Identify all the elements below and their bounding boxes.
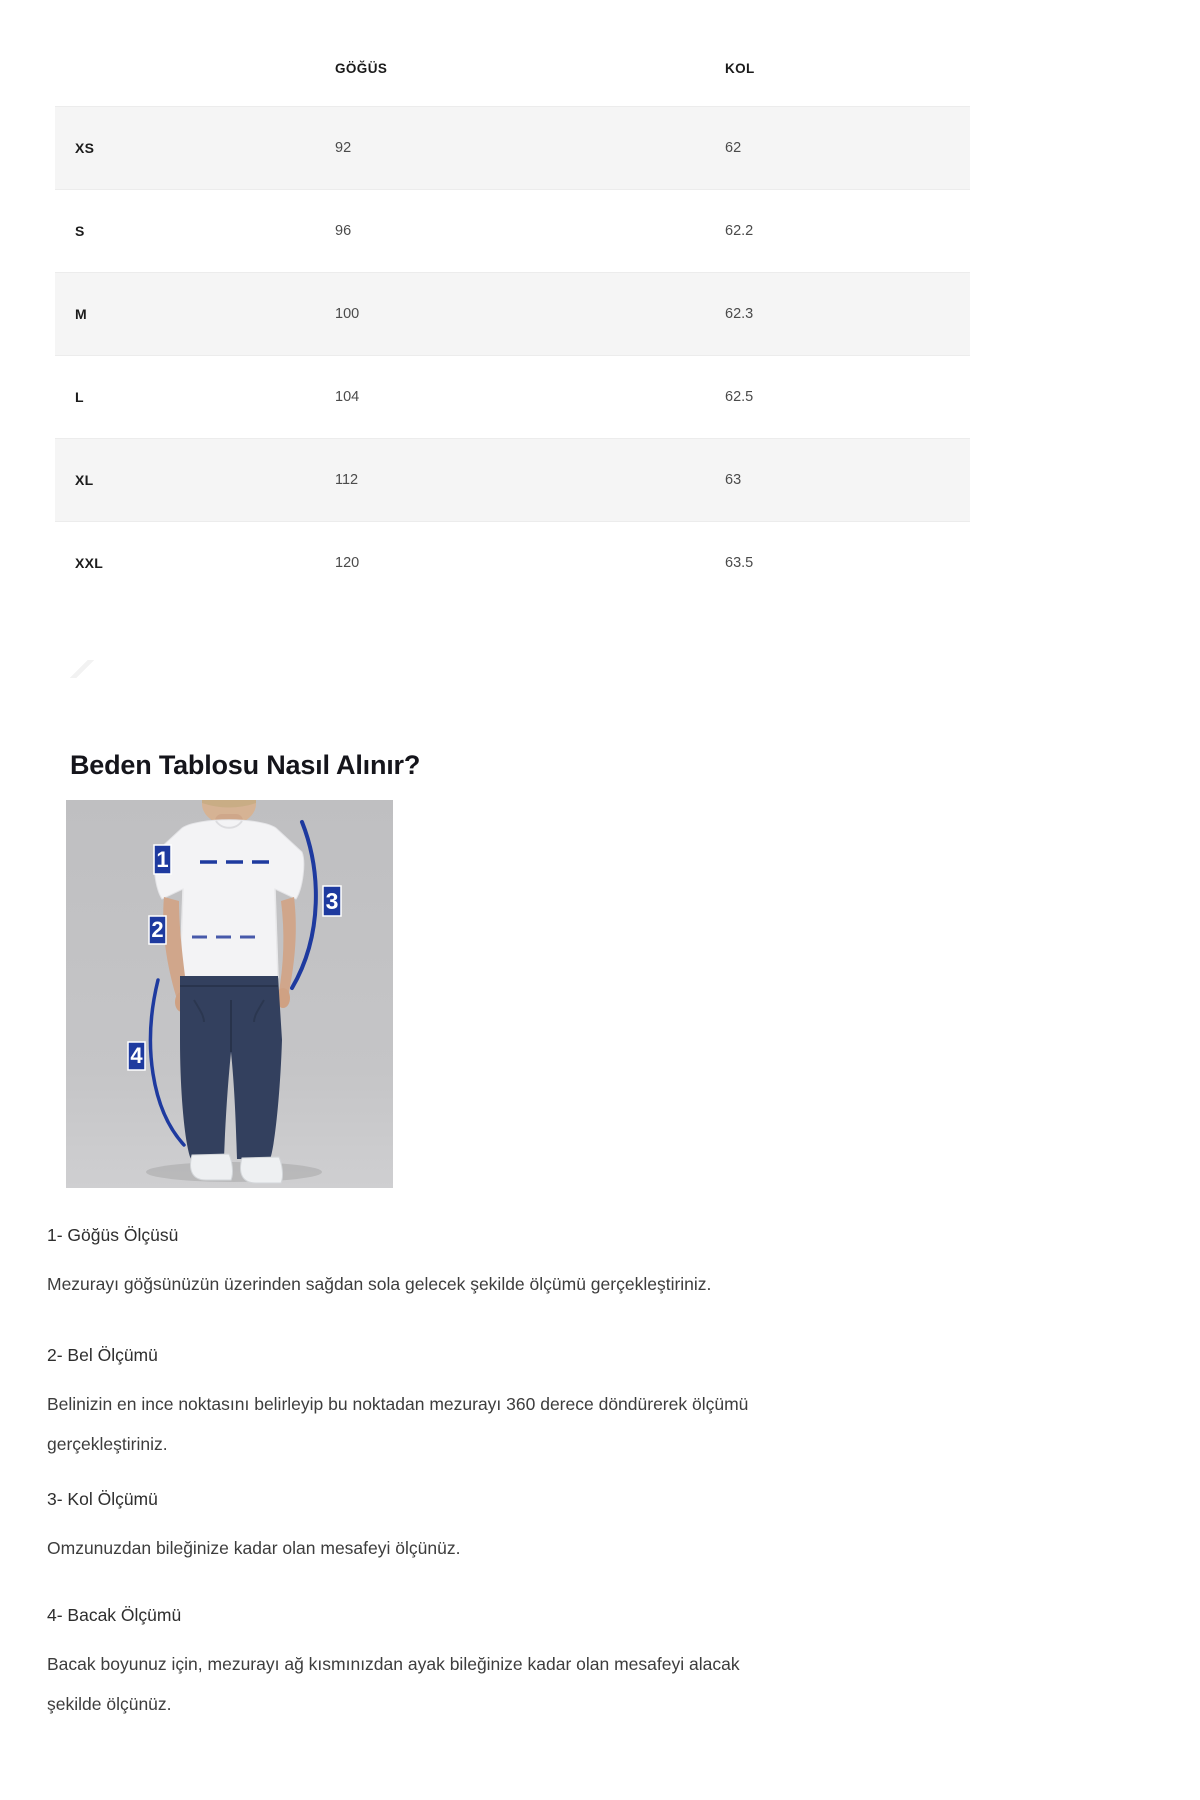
section-heading: 3- Kol Ölçümü xyxy=(47,1489,158,1509)
arm-value: 63 xyxy=(725,472,742,488)
section-text-line: Mezurayı göğsünüzün üzerinden sağdan sola gelecek şekilde ölçümü gerçekleştiriniz. xyxy=(47,1274,712,1294)
measurement-figure-illustration xyxy=(66,800,393,1188)
section-text-line: şekilde ölçünüz. xyxy=(47,1694,172,1714)
size-guide-image xyxy=(66,800,393,1188)
section-heading: 4- Bacak Ölçümü xyxy=(47,1605,182,1625)
arm-column-header: KOL xyxy=(725,60,755,76)
table-row xyxy=(55,438,970,521)
chest-value: 112 xyxy=(335,472,359,488)
section-text-line: Omzunuzdan bileğinize kadar olan mesafeyi ölçünüz. xyxy=(47,1538,461,1558)
chest-value: 92 xyxy=(335,140,352,156)
svg-text:2: 2 xyxy=(151,917,164,942)
chest-value: 104 xyxy=(335,389,360,405)
arm-value: 62 xyxy=(725,140,742,156)
size-label: L xyxy=(75,389,84,405)
size-label: S xyxy=(75,223,85,239)
table-row xyxy=(55,355,970,438)
measure-point-2-badge xyxy=(149,916,166,944)
section-arm xyxy=(47,1486,1007,1568)
chest-value: 96 xyxy=(335,223,352,239)
section-heading: 2- Bel Ölçümü xyxy=(47,1345,158,1365)
chest-column-header: GÖĞÜS xyxy=(335,60,388,76)
table-row xyxy=(55,272,970,355)
chest-value: 100 xyxy=(335,306,360,322)
faint-smudge xyxy=(70,660,96,678)
section-chest xyxy=(47,1222,1007,1304)
table-row xyxy=(55,189,970,272)
page-title: Beden Tablosu Nasıl Alınır? xyxy=(70,750,421,781)
arm-value: 63.5 xyxy=(725,555,754,571)
table-row xyxy=(55,521,970,605)
svg-text:4: 4 xyxy=(130,1043,143,1068)
measure-point-3-badge xyxy=(323,886,341,916)
size-label: M xyxy=(75,306,87,322)
chest-value: 120 xyxy=(335,555,360,571)
size-label: XXL xyxy=(75,555,104,571)
size-label: XS xyxy=(75,140,95,156)
section-heading: 1- Göğüs Ölçüsü xyxy=(47,1225,179,1245)
arm-value: 62.5 xyxy=(725,389,754,405)
size-label: XL xyxy=(75,472,94,488)
measure-point-4-badge xyxy=(128,1042,145,1070)
svg-text:3: 3 xyxy=(325,888,339,914)
arm-value: 62.2 xyxy=(725,223,754,239)
section-text-line: gerçekleştiriniz. xyxy=(47,1434,168,1454)
section-leg xyxy=(47,1602,1007,1724)
size-table-header-row xyxy=(55,30,970,106)
section-waist xyxy=(47,1342,1007,1464)
section-text-line: Belinizin en ince noktasını belirleyip bu noktadan mezurayı 360 derece döndürerek ölçümü xyxy=(47,1394,749,1414)
table-row xyxy=(55,106,970,189)
section-text-line: Bacak boyunuz için, mezurayı ağ kısmınızdan ayak bileğinize kadar olan mesafeyi alacak xyxy=(47,1654,740,1674)
arm-value: 62.3 xyxy=(725,306,754,322)
measure-point-1-badge xyxy=(154,845,171,874)
size-table xyxy=(55,30,970,605)
svg-text:1: 1 xyxy=(156,847,169,872)
